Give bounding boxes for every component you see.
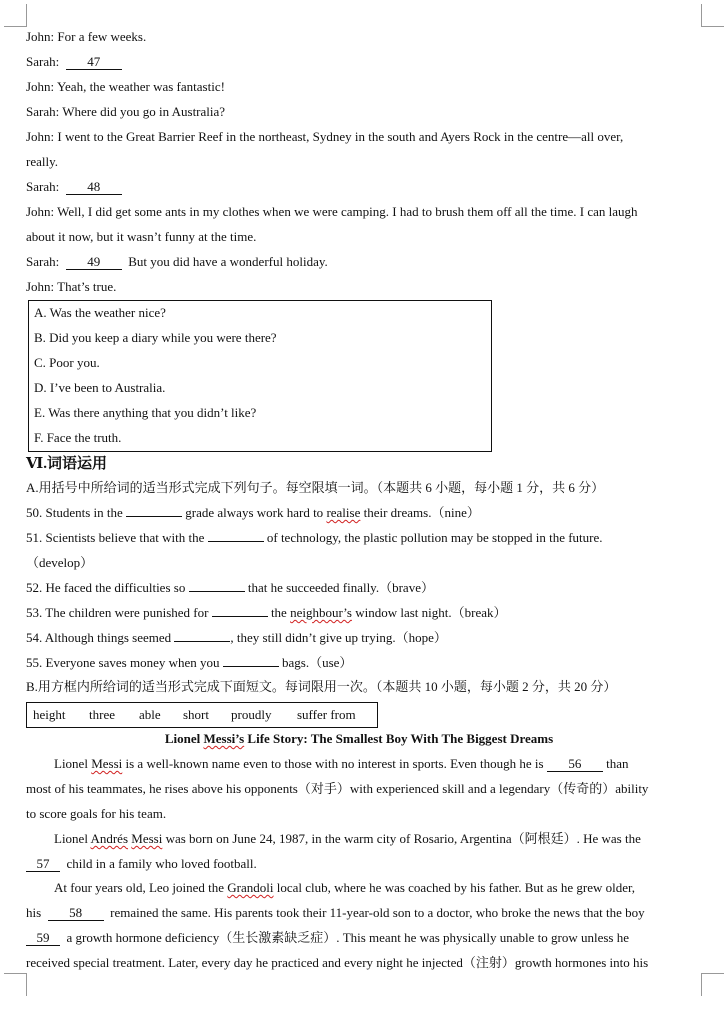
section-heading: Ⅵ.词语运用: [26, 456, 107, 472]
dialogue-line: John: I went to the Great Barrier Reef in the northeast, Sydney in the south and Ayers Rock in the centre—all over,: [26, 129, 624, 144]
word-bank-item: short: [183, 707, 209, 722]
word-bank-item: able: [139, 707, 161, 722]
passage-text: At four years old, Leo joined the: [54, 880, 228, 895]
question-text: grade always work hard to: [185, 505, 324, 520]
speaker: Sarah:: [26, 179, 60, 194]
fill-blank: [212, 604, 268, 617]
question-54: [26, 629, 447, 647]
page-corner-mark: [701, 973, 724, 996]
dialogue-line: John: Yeah, the weather was fantastic!: [26, 79, 225, 94]
answer-blank-58: 58: [48, 906, 104, 921]
dialogue-line: John: For a few weeks.: [26, 29, 147, 44]
question-text: bags.（use）: [282, 655, 353, 670]
word-bank-item: three: [89, 707, 115, 722]
question-text: their dreams.（nine）: [363, 505, 480, 520]
title-text: Lionel: [164, 731, 204, 746]
options-box: [28, 300, 492, 452]
word-bank-item: proudly: [231, 707, 272, 722]
question-text: , they still didn’t give up trying.（hope）: [230, 630, 447, 645]
question-text: 52. He faced the difficulties so: [26, 580, 186, 595]
spell-marked-word: Messi’s: [203, 731, 245, 746]
question-text: 55. Everyone saves money when you: [26, 655, 220, 670]
answer-blank-56: 56: [547, 757, 603, 772]
question-51-hint: （develop）: [26, 555, 94, 570]
passage-text: than: [606, 756, 629, 771]
option-item: F. Face the truth.: [34, 430, 122, 445]
question-51: [26, 529, 603, 547]
passage-text: Lionel: [54, 756, 92, 771]
option-item: D. I’ve been to Australia.: [34, 380, 166, 395]
spell-marked-word: realise: [326, 505, 361, 520]
dialogue-line: really.: [26, 154, 58, 169]
dialogue-line: John: Well, I did get some ants in my clothes when we were camping. I had to brush them off all the time. I can laugh: [26, 204, 638, 219]
spell-marked-word: neighbour’s: [290, 605, 352, 620]
passage-line: [26, 904, 645, 922]
speaker: Sarah:: [26, 54, 60, 69]
dialogue-line: [26, 253, 328, 271]
answer-blank-57: 57: [26, 857, 60, 872]
passage-line: [54, 879, 635, 897]
option-item: C. Poor you.: [34, 355, 100, 370]
option-item: B. Did you keep a diary while you were there?: [34, 330, 277, 345]
question-text: 54. Although things seemed: [26, 630, 172, 645]
passage-text: was born on June 24, 1987, in the warm city of Rosario, Argentina（阿根廷）. He was the: [162, 831, 641, 846]
passage-line: [26, 929, 629, 947]
passage-line: most of his teammates, he rises above his opponents（对手）with experienced skill and a legendary（传奇的）ability: [26, 781, 649, 796]
question-text: 51. Scientists believe that with the: [26, 530, 205, 545]
question-text: 50. Students in the: [26, 505, 123, 520]
spell-marked-word: Messi: [131, 831, 163, 846]
word-bank-box: [26, 702, 378, 728]
passage-text: Lionel: [54, 831, 91, 846]
dialogue-line: [26, 178, 122, 196]
question-text: that he succeeded finally.（brave）: [247, 580, 434, 595]
passage-text: remained the same. His parents took their 11-year-old son to a doctor, who broke the news that the boy: [110, 905, 645, 920]
answer-blank-48: 48: [66, 180, 122, 195]
page-corner-mark: [4, 4, 27, 27]
question-52: [26, 579, 434, 597]
fill-blank: [189, 579, 245, 592]
question-53: [26, 604, 507, 622]
question-text: the: [270, 605, 287, 620]
title-text: Life Story: The Smallest Boy With The Biggest Dreams: [244, 731, 554, 746]
answer-blank-47: 47: [66, 55, 122, 70]
passage-line: [26, 855, 257, 873]
page-corner-mark: [4, 973, 27, 996]
passage-line: [54, 830, 641, 848]
spell-marked-word: Grandoli: [227, 880, 274, 895]
dialogue-line: about it now, but it wasn’t funny at the time.: [26, 229, 257, 244]
instructions-b: B.用方框内所给词的适当形式完成下面短文。每词限用一次。（本题共 10 小题，每小题 2 分，共 20 分）: [26, 679, 617, 694]
passage-title: [0, 730, 718, 748]
question-50: [26, 504, 480, 522]
speaker: Sarah:: [26, 254, 60, 269]
dialogue-line: [26, 53, 122, 71]
question-text: 53. The children were punished for: [26, 605, 209, 620]
fill-blank: [174, 629, 230, 642]
dialogue-text: But you did have a wonderful holiday.: [128, 254, 328, 269]
dialogue-line: John: That’s true.: [26, 279, 117, 294]
word-bank-item: suffer from: [297, 707, 356, 722]
instructions-a: A.用括号中所给词的适当形式完成下列句子。每空限填一词。（本题共 6 小题，每小题 1 分，共 6 分）: [26, 480, 605, 495]
question-55: [26, 654, 352, 672]
question-text: of technology, the plastic pollution may be stopped in the future.: [266, 530, 603, 545]
question-text: window last night.（break）: [355, 605, 507, 620]
option-item: A. Was the weather nice?: [34, 305, 166, 320]
passage-text: local club, where he was coached by his father. But as he grew older,: [273, 880, 636, 895]
option-item: E. Was there anything that you didn’t like?: [34, 405, 257, 420]
word-bank-item: height: [33, 707, 66, 722]
fill-blank: [208, 529, 264, 542]
passage-line: received special treatment. Later, every day he practiced and every night he injected（注射）growth hormones into his: [26, 955, 649, 970]
fill-blank: [223, 654, 279, 667]
answer-blank-59: 59: [26, 931, 60, 946]
passage-text: a growth hormone deficiency（生长激素缺乏症）. This meant he was physically unable to grow unless he: [66, 930, 629, 945]
spell-marked-word: Andrés: [90, 831, 129, 846]
passage-line: to score goals for his team.: [26, 806, 167, 821]
passage-line: [54, 755, 629, 773]
answer-blank-49: 49: [66, 255, 122, 270]
dialogue-line: Sarah: Where did you go in Australia?: [26, 104, 226, 119]
fill-blank: [126, 504, 182, 517]
passage-text: his: [26, 905, 42, 920]
spell-marked-word: Messi: [91, 756, 123, 771]
page-corner-mark: [701, 4, 724, 27]
passage-text: child in a family who loved football.: [66, 856, 257, 871]
passage-text: is a well-known name even to those with no interest in sports. Even though he is: [122, 756, 544, 771]
